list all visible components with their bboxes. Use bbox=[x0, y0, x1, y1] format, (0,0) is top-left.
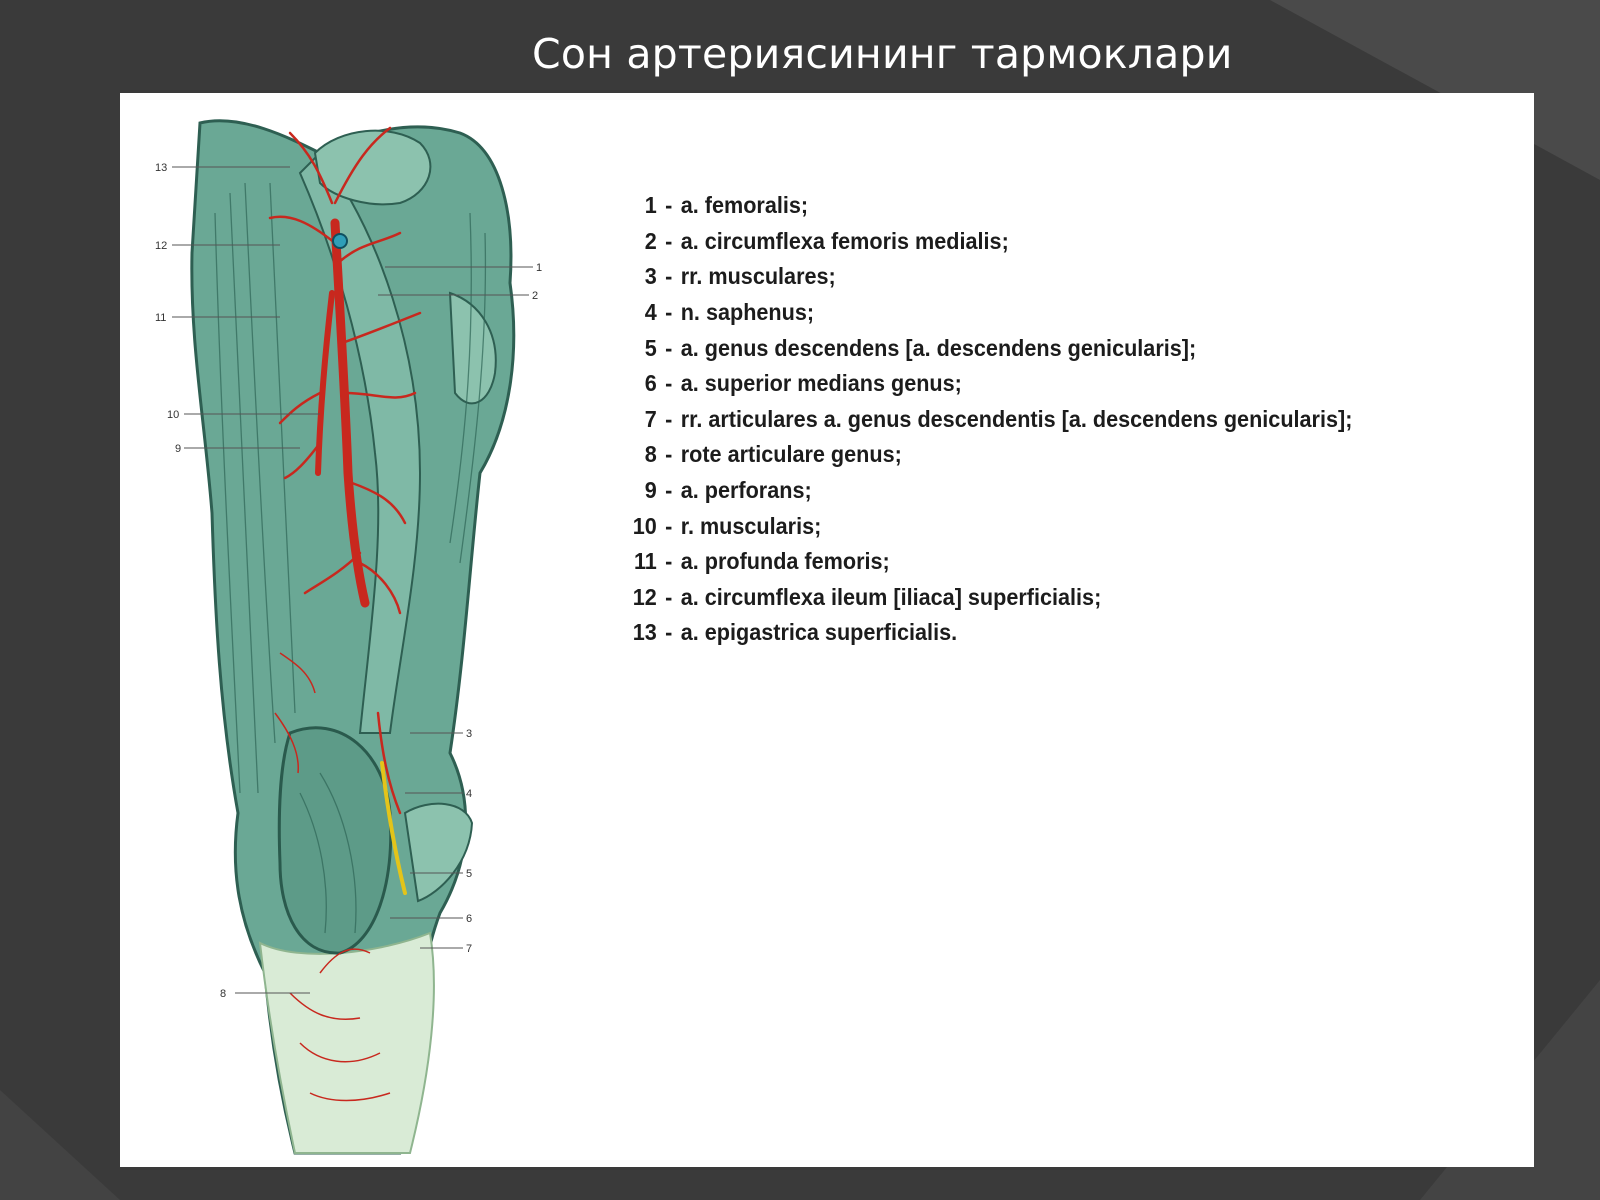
knee-flap bbox=[405, 804, 472, 901]
callout-1: 1 bbox=[536, 262, 543, 274]
slide-title: Сон артериясининг тармоклари bbox=[532, 30, 1233, 78]
callout-9: 9 bbox=[175, 443, 182, 455]
figure-panel bbox=[120, 93, 1534, 1167]
callout-6: 6 bbox=[466, 913, 473, 925]
callout-3: 3 bbox=[466, 728, 473, 740]
legend-item: 2 - a. circumflexa femoris medialis; bbox=[644, 227, 1009, 254]
callout-5: 5 bbox=[466, 868, 473, 880]
callout-8: 8 bbox=[220, 988, 227, 1000]
legend-list bbox=[620, 188, 1416, 651]
legend-item: 7 - rr. articulares a. genus descendentis [a. descendens genicularis]; bbox=[644, 405, 1353, 432]
legend-item: 13 - a. epigastrica superficialis. bbox=[632, 619, 958, 646]
legend-item: 1 - a. femoralis; bbox=[644, 192, 809, 219]
legend-item: 6 - a. superior medians genus; bbox=[644, 370, 962, 397]
vastus-medialis bbox=[279, 728, 390, 953]
callout-4: 4 bbox=[466, 788, 473, 800]
femoral-vein-stump bbox=[333, 234, 347, 248]
legend-item: 5 - a. genus descendens [a. descendens genicularis]; bbox=[644, 334, 1197, 361]
legend-item: 8 - rote articulare genus; bbox=[644, 441, 902, 468]
callout-11: 11 bbox=[155, 312, 167, 324]
callout-2: 2 bbox=[532, 290, 539, 302]
legend-item: 10 - r. muscularis; bbox=[632, 512, 822, 539]
callout-13: 13 bbox=[155, 162, 168, 174]
callout-10: 10 bbox=[167, 409, 180, 421]
thigh-arteries-illustration bbox=[120, 93, 620, 1167]
legend-item: 12 - a. circumflexa ileum [iliaca] superficialis; bbox=[632, 583, 1102, 610]
legend-item: 9 - a. perforans; bbox=[644, 477, 812, 504]
callout-12: 12 bbox=[155, 240, 168, 252]
callout-7: 7 bbox=[466, 943, 473, 955]
legend-item: 4 - n. saphenus; bbox=[644, 299, 815, 326]
legend-item: 11 - a. profunda femoris; bbox=[633, 548, 890, 575]
legend-item: 3 - rr. musculares; bbox=[644, 263, 836, 290]
